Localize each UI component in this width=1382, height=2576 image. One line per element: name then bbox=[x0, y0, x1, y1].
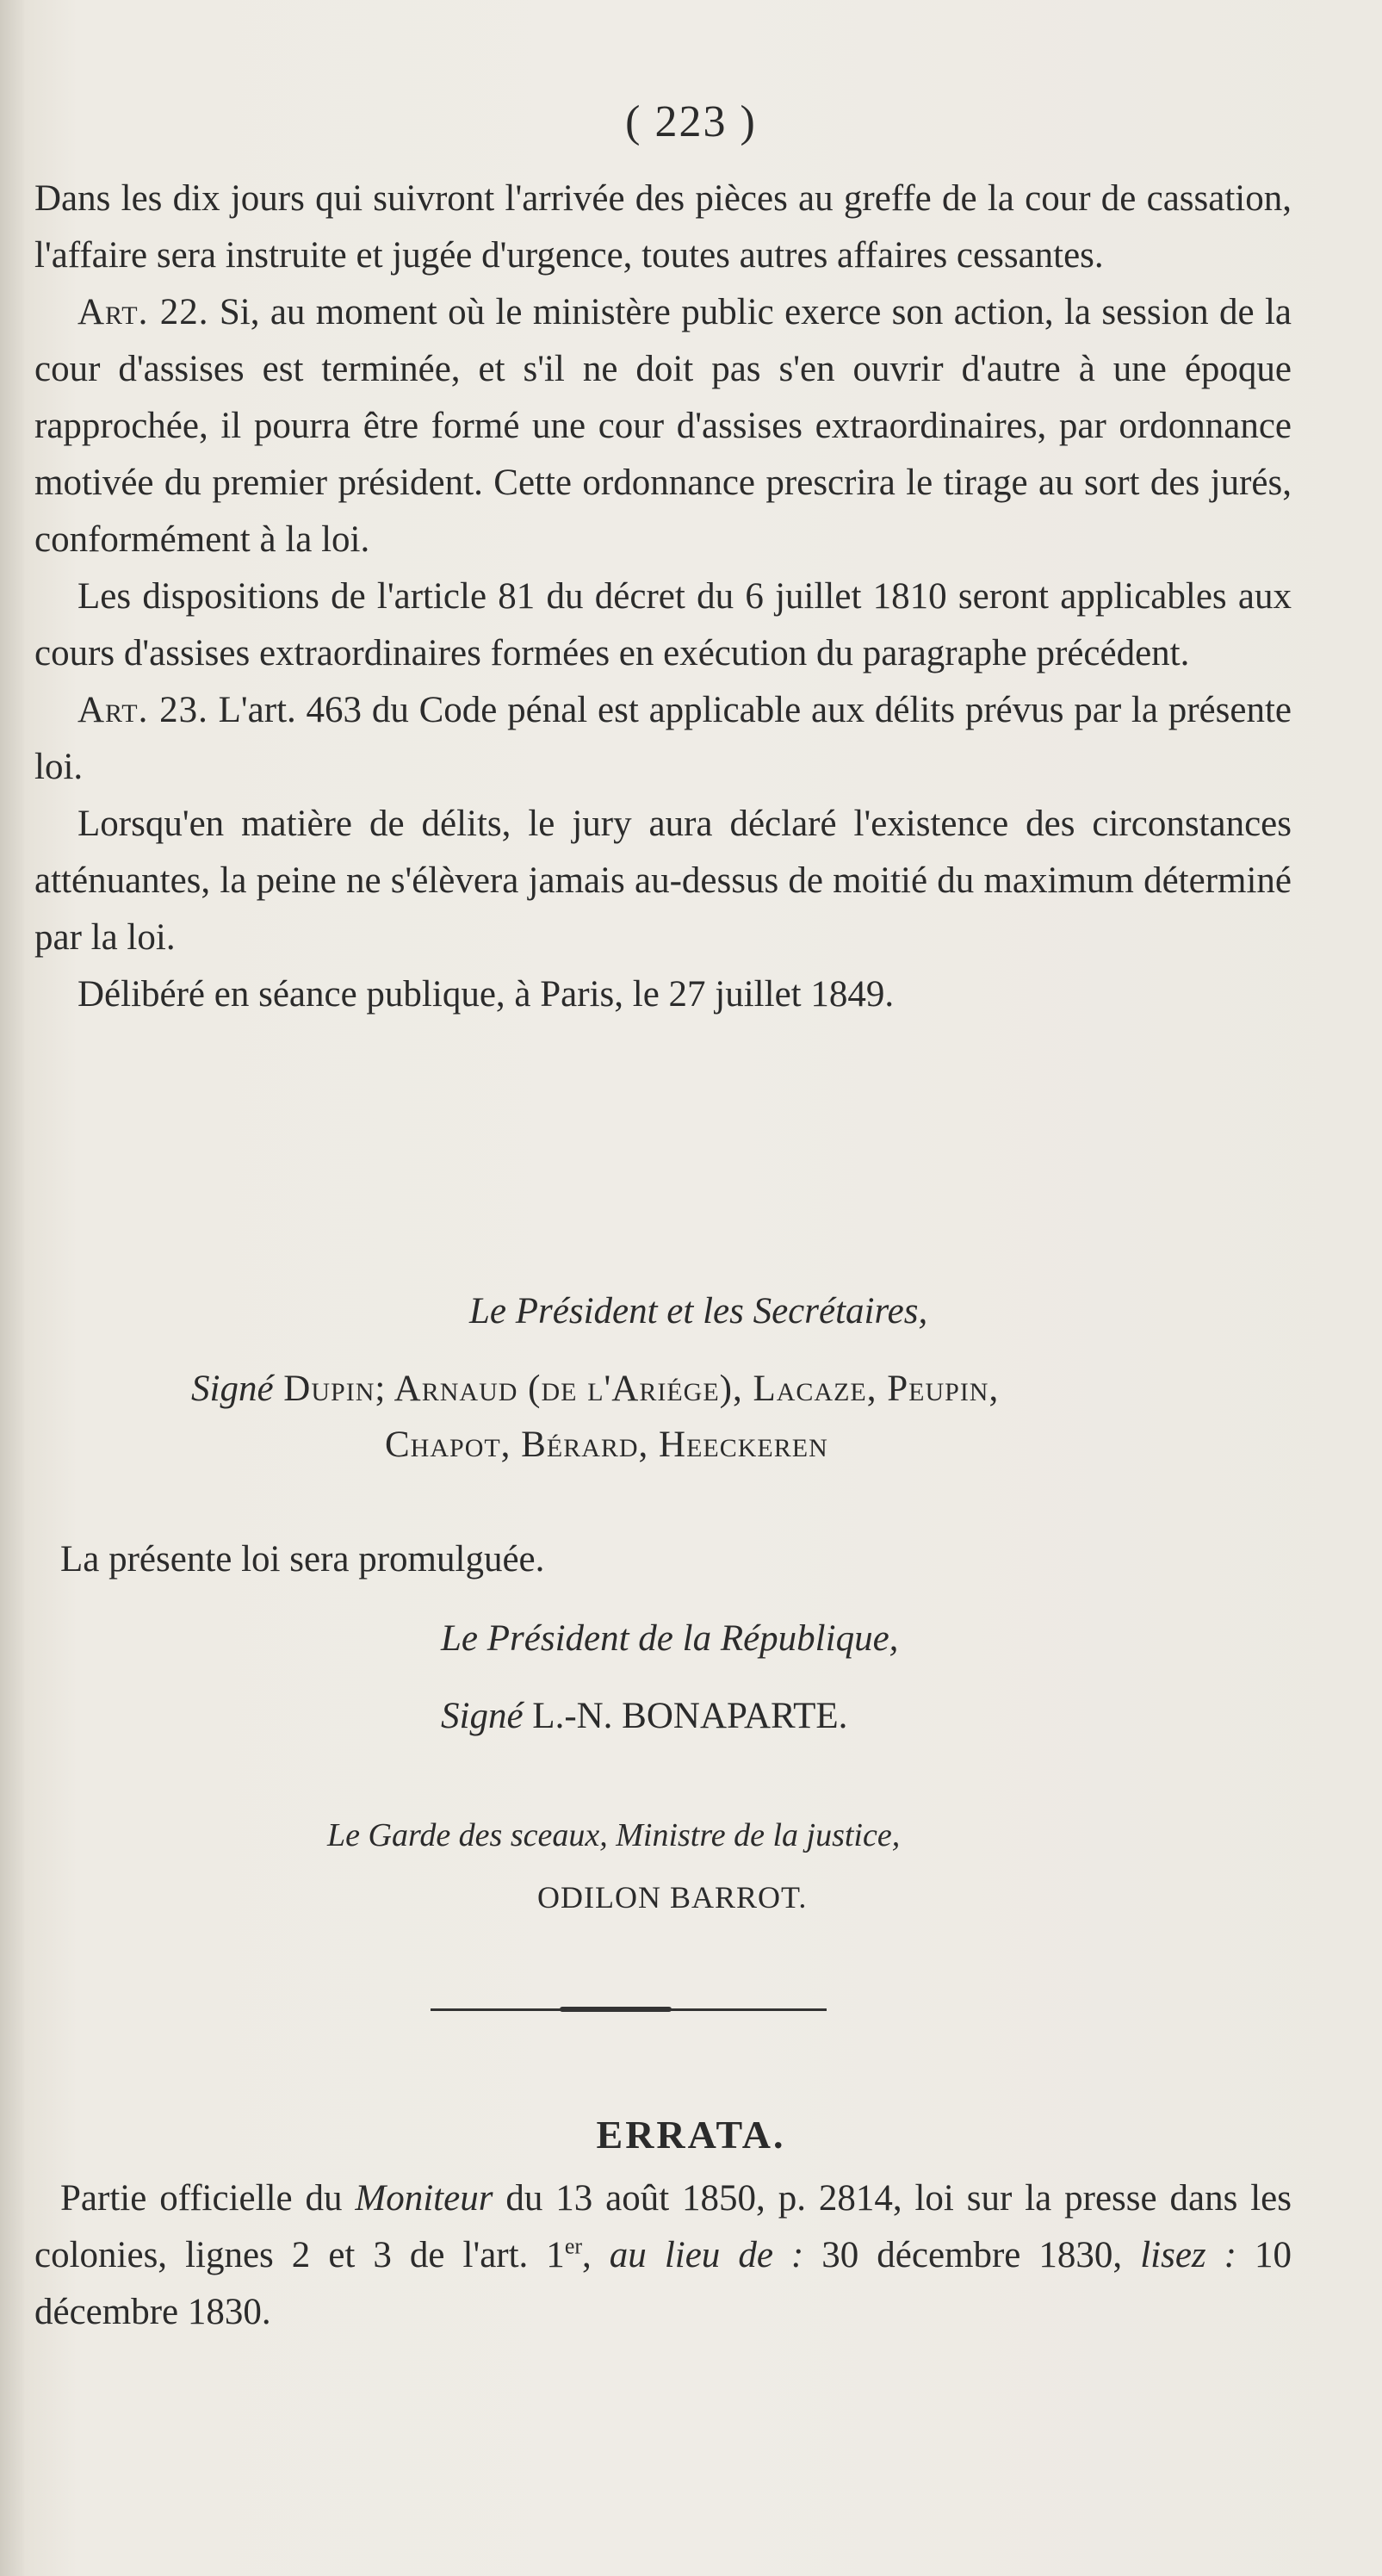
errata-text bbox=[34, 2170, 1292, 2341]
superscript-er: er bbox=[564, 2233, 583, 2259]
bonaparte-name: L.-N. BONAPARTE. bbox=[523, 1696, 848, 1736]
paragraph-urgency: Dans les dix jours qui suivront l'arrivée des pièces au greffe de la cour de cassation, l'affaire sera instruite et jugée d'urgence, toutes autres affaires cessantes. bbox=[34, 178, 1292, 276]
signatories-line-2: Chapot, Bérard, Heeckeren bbox=[385, 1425, 828, 1465]
paragraph-dispositions: Les dispositions de l'article 81 du décret du 6 juillet 1810 seront applicables aux cours d'assises extraordinaires formées en exécution du paragraphe précédent. bbox=[34, 576, 1292, 673]
moniteur-title: Moniteur bbox=[355, 2178, 493, 2219]
errata-part-e: 10 décembre 1830. bbox=[34, 2235, 1292, 2332]
article-22-text: Si, au moment où le ministère public exerce son action, la session de la cour d'assises est terminée, et s'il ne doit pas s'en ouvrir d'autre à une époque rapprochée, il pourra être formé une cour d'assises extraordinaires, par ordonnance motivée du premier président. Cette ordonnance prescrira le tirage au sort des jurés, conformément à la loi. bbox=[34, 292, 1292, 560]
errata-part-d: 30 décembre 1830, bbox=[803, 2235, 1141, 2275]
signe-label: Signé bbox=[191, 1369, 274, 1409]
promulgation-line: La présente loi sera promulguée. bbox=[60, 1539, 545, 1580]
errata-heading: ERRATA. bbox=[596, 2113, 786, 2157]
paragraph-deliberation: Délibéré en séance publique, à Paris, le 27 juillet 1849. bbox=[77, 974, 895, 1015]
paragraph-circumstances: Lorsqu'en matière de délits, le jury aura déclaré l'existence des circonstances atténuantes, la peine ne s'élèvera jamais au-dessus de moitié du maximum déterminé par la loi. bbox=[34, 804, 1292, 958]
au-lieu-de-label: au lieu de : bbox=[609, 2235, 804, 2275]
page-number: ( 223 ) bbox=[625, 97, 757, 146]
signatories-line-1 bbox=[191, 1361, 999, 1418]
president-republic-heading: Le Président de la République, bbox=[441, 1618, 899, 1659]
president-secretaries-heading: Le Président et les Secrétaires, bbox=[469, 1291, 928, 1331]
article-22-label: Art. 22. bbox=[77, 292, 209, 332]
garde-des-sceaux-heading: Le Garde des sceaux, Ministre de la justice, bbox=[327, 1817, 901, 1853]
signatories-names-1: Dupin; Arnaud (de l'Ariége), Lacaze, Peupin, bbox=[273, 1369, 1000, 1409]
article-23-label: Art. 23. bbox=[77, 690, 208, 730]
errata-part-a: Partie officielle du bbox=[60, 2178, 356, 2219]
barrot-signature: ODILON BARROT. bbox=[537, 1880, 808, 1915]
section-divider bbox=[431, 2008, 827, 2011]
page-edge bbox=[0, 0, 24, 2576]
bonaparte-signature bbox=[441, 1688, 847, 1745]
signe-label: Signé bbox=[441, 1696, 524, 1736]
paragraph-art-23 bbox=[34, 682, 1292, 796]
paragraph-art-22 bbox=[34, 284, 1292, 568]
lisez-label: lisez : bbox=[1140, 2235, 1236, 2275]
errata-part-b: du 13 août 1850, p. 2814, loi sur la presse dans les colonies, lignes 2 et 3 de l'art. 1 bbox=[34, 2178, 1292, 2275]
errata-part-c: , bbox=[582, 2235, 610, 2275]
article-23-text: L'art. 463 du Code pénal est applicable aux délits prévus par la présente loi. bbox=[34, 690, 1292, 787]
body-text bbox=[34, 171, 1292, 1023]
